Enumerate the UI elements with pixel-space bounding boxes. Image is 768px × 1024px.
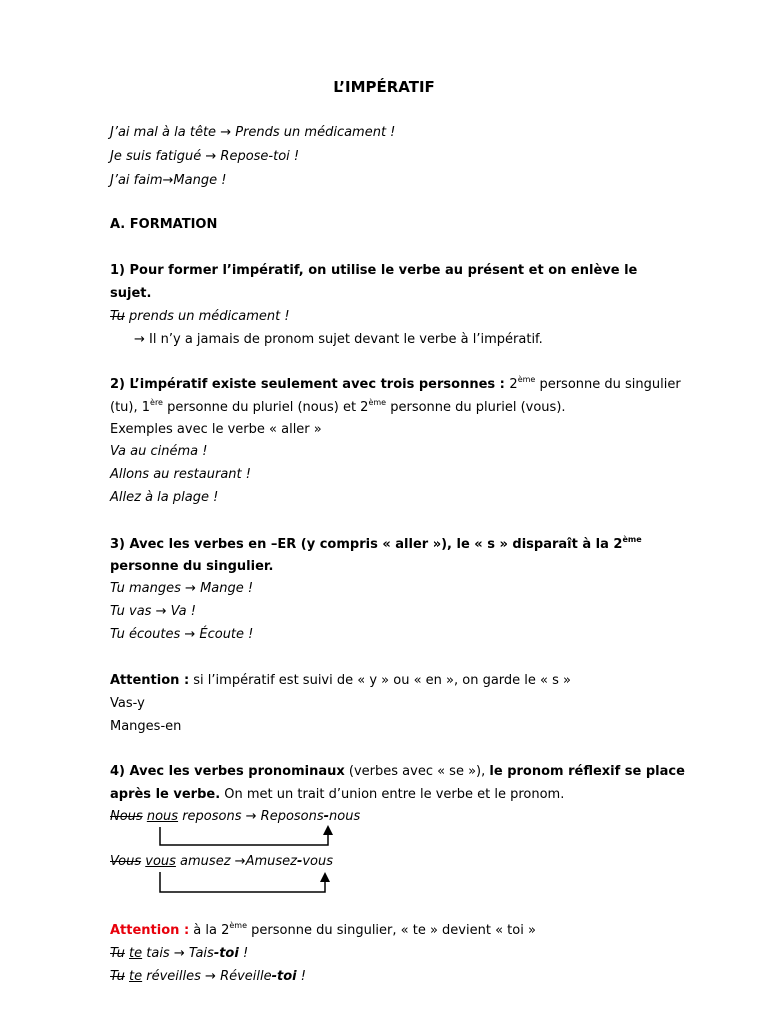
struck-subject: Nous (110, 809, 143, 824)
result-verb: Reposons (256, 809, 324, 824)
bold-text: après le verbe. (110, 787, 221, 802)
rule-1-line-2: sujet. (110, 286, 152, 301)
example-result: Écoute ! (195, 627, 254, 642)
reflexive-pronoun: vous (145, 854, 176, 869)
rule-2-heading: 2) L’impératif existe seulement avec trois personnes (110, 377, 496, 392)
arrow-icon: → (173, 946, 185, 961)
arrow-connector-1-icon (160, 825, 333, 845)
example-text: Tu vas (110, 604, 156, 619)
struck-subject: Vous (110, 854, 142, 869)
hyphen: - (323, 809, 330, 824)
struck-subject: Tu (110, 309, 125, 324)
result-pronoun: -toi (271, 969, 297, 984)
text: personne du pluriel (vous). (386, 400, 566, 415)
attention-2-example-2 (110, 968, 306, 986)
text: (verbes avec « se »), (344, 764, 490, 779)
superscript: ème (368, 398, 387, 407)
intro-line-2-text: Je suis fatigué (110, 149, 206, 164)
arrow-icon: → (162, 173, 174, 188)
verb: reposons (178, 809, 246, 824)
arrow-icon: → (205, 969, 216, 984)
superscript: ème (622, 535, 642, 544)
pronoun: te (129, 946, 143, 961)
arrow-icon: → (220, 125, 232, 140)
text: personne du singulier, « te » devient « toi » (247, 923, 536, 938)
attention-text: si l’impératif est suivi de « y » ou « en », on garde le « s » (189, 673, 571, 688)
superscript: ère (150, 398, 163, 407)
example-result: Mange ! (195, 581, 254, 596)
result-pronoun: vous (302, 854, 334, 869)
rule-3-line-2: personne du singulier. (110, 559, 274, 574)
hyphen: - (296, 854, 303, 869)
text: (tu), 1 (110, 400, 151, 415)
arrow-icon: → (245, 809, 257, 824)
exclamation: ! (238, 946, 249, 961)
example-text: Tu écoutes (110, 627, 185, 642)
superscript: ème (229, 921, 248, 930)
arrow-connector-2-icon (160, 872, 330, 892)
result-pronoun: nous (329, 809, 361, 824)
intro-line-1-text: J’ai mal à la tête (110, 125, 221, 140)
rule-2-example-2: Allons au restaurant ! (110, 467, 251, 482)
intro-line-3-result: Mange ! (173, 173, 227, 188)
rule-3-heading: 3) Avec les verbes en –ER (y compris « aller »), le « s » disparaît à la 2 (110, 537, 623, 552)
attention-label: Attention : (110, 923, 190, 938)
rule-4-heading: 4) Avec les verbes pronominaux (110, 764, 345, 779)
arrow-icon: → (134, 332, 145, 347)
intro-line-2-result: Repose-toi ! (216, 149, 300, 164)
intro-line-3-text: J’ai faim (110, 173, 163, 188)
text: On met un trait d’union entre le verbe et le pronom. (220, 787, 565, 802)
superscript: ème (517, 375, 536, 384)
arrow-icon: → (234, 854, 246, 869)
verb: réveilles (142, 969, 206, 984)
section-heading: A. FORMATION (110, 217, 218, 232)
arrow-icon: → (185, 581, 196, 596)
rule-2-example-3: Allez à la plage ! (110, 490, 219, 505)
result-verb: Réveille (215, 969, 272, 984)
struck-subject: Tu (110, 969, 125, 984)
attention-example-2: Manges-en (110, 719, 182, 734)
reflexive-pronoun: nous (146, 809, 179, 824)
arrow-icon: → (155, 604, 167, 619)
attention-note-2 (110, 922, 536, 940)
colon: : (495, 377, 510, 392)
exclamation: ! (296, 969, 306, 984)
arrow-icon: → (184, 627, 196, 642)
note-text: Il n’y a jamais de pronom sujet devant le verbe à l’impératif. (144, 332, 543, 347)
attention-label: Attention : (110, 673, 190, 688)
number: 2 (509, 377, 518, 392)
example-text: Tu manges (110, 581, 186, 596)
result-pronoun: -toi (213, 946, 239, 961)
intro-line-1-result: Prends un médicament ! (231, 125, 396, 140)
verb: tais (142, 946, 174, 961)
text: personne du singulier (535, 377, 681, 392)
example-text: prends un médicament ! (124, 309, 290, 324)
page-title: L’IMPÉRATIF (333, 78, 435, 96)
pronoun: te (129, 969, 143, 984)
result-verb: Tais (184, 946, 214, 961)
rule-1-line-1: 1) Pour former l’impératif, on utilise le verbe au présent et on enlève le (110, 263, 638, 278)
text: personne du pluriel (nous) et 2 (162, 400, 369, 415)
attention-example-1: Vas-y (110, 696, 145, 711)
example-result: Va ! (166, 604, 196, 619)
rule-2-example-1: Va au cinéma ! (110, 444, 208, 459)
text: à la 2 (189, 923, 230, 938)
rule-2-examples-label: Exemples avec le verbe « aller » (110, 422, 322, 437)
attention-2-example-1 (110, 945, 248, 963)
result-verb: Amusez (245, 854, 297, 869)
struck-subject: Tu (110, 946, 125, 961)
arrow-icon: → (205, 149, 217, 164)
bold-text: le pronom réflexif se place (489, 764, 685, 779)
verb: amusez (175, 854, 235, 869)
